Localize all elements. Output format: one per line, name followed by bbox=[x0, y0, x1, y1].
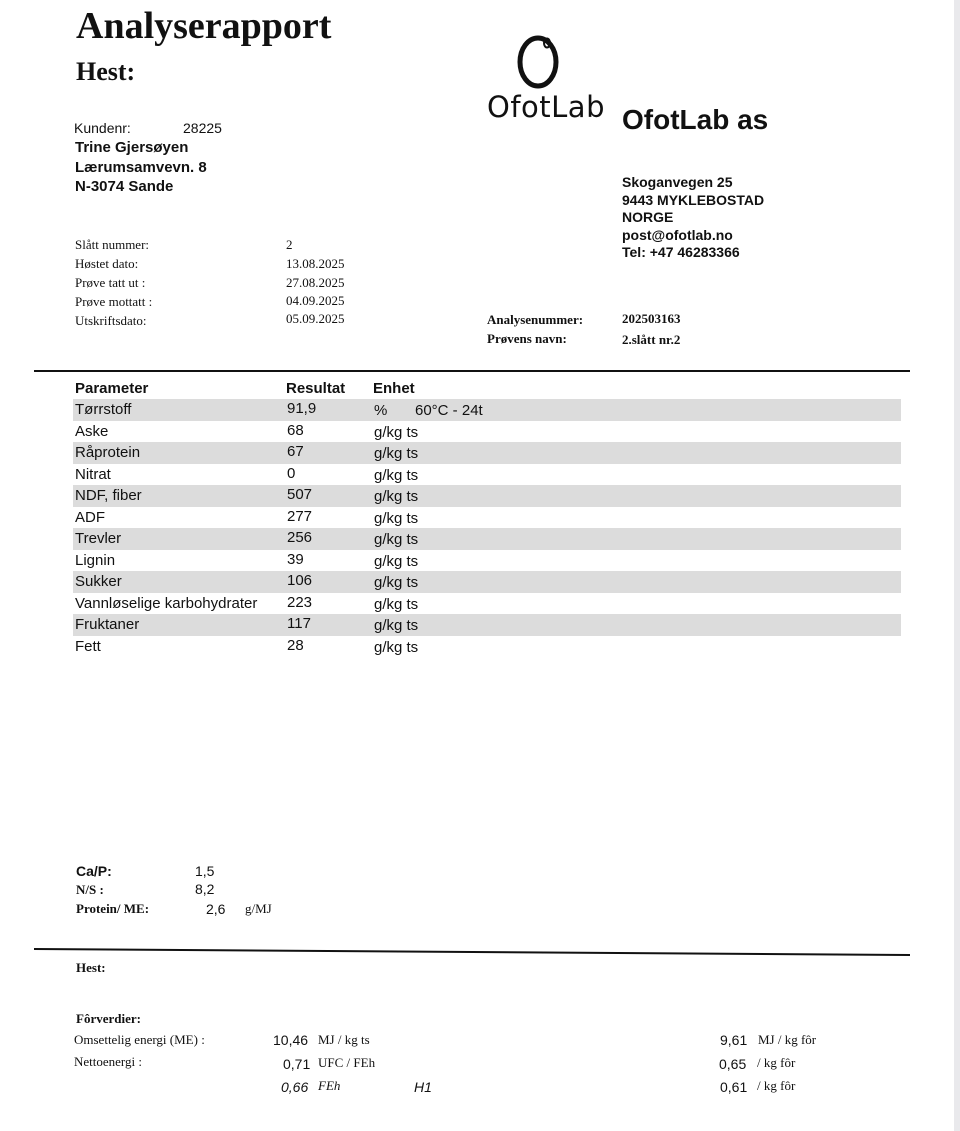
unit-cell: g/kg ts bbox=[374, 574, 419, 591]
divider bbox=[34, 370, 910, 372]
param-cell: Fruktaner bbox=[75, 616, 140, 633]
unit-cell: g/kg ts bbox=[374, 552, 419, 570]
unit-cell: g/kg ts bbox=[374, 466, 419, 484]
meta-value: 04.09.2025 bbox=[286, 293, 345, 308]
lab-city: 9443 MYKLEBOSTAD bbox=[622, 192, 765, 208]
param-cell: Lignin bbox=[75, 551, 116, 569]
header-result: Resultat bbox=[286, 380, 346, 397]
result-cell: 28 bbox=[287, 636, 304, 654]
customer-city: N-3074 Sande bbox=[75, 178, 174, 195]
customer-street: Lærumsamvevn. 8 bbox=[75, 159, 207, 176]
unit-cell: g/kg ts bbox=[374, 423, 419, 441]
unit-cell: g/kg ts bbox=[374, 617, 419, 634]
param-cell: Fett bbox=[75, 637, 101, 655]
protein-me-value: 2,6 bbox=[206, 901, 226, 917]
meta-label: Utskriftsdato: bbox=[75, 313, 147, 328]
table-row bbox=[73, 614, 901, 636]
analysis-number-label: Analysenummer: bbox=[487, 312, 584, 327]
me-ts-unit: MJ / kg ts bbox=[318, 1032, 370, 1047]
note-cell: 60°C - 24t bbox=[415, 402, 483, 419]
table-row bbox=[73, 464, 901, 486]
ofotlab-logo-icon bbox=[514, 26, 562, 96]
sample-name: 2.slått nr.2 bbox=[622, 332, 681, 347]
report-subtitle: Hest: bbox=[76, 57, 136, 86]
ufc-for-value: 0,65 bbox=[719, 1056, 747, 1072]
protein-me-unit: g/MJ bbox=[245, 901, 272, 916]
param-cell: Tørrstoff bbox=[75, 401, 132, 418]
param-cell: NDF, fiber bbox=[75, 487, 142, 504]
lab-street: Skoganvegen 25 bbox=[622, 174, 733, 190]
n-s-value: 8,2 bbox=[195, 881, 215, 897]
unit-cell: % bbox=[374, 402, 388, 419]
unit-cell: g/kg ts bbox=[374, 445, 419, 462]
meta-label: Prøve mottatt : bbox=[75, 294, 153, 309]
param-cell: Nitrat bbox=[75, 465, 111, 483]
table-row bbox=[73, 593, 901, 615]
unit-cell: g/kg ts bbox=[374, 509, 419, 527]
unit-cell: g/kg ts bbox=[374, 595, 419, 613]
table-row bbox=[73, 507, 901, 529]
ne-label: Nettoenergi : bbox=[74, 1054, 142, 1069]
param-cell: ADF bbox=[75, 508, 105, 526]
report-title: Analyserapport bbox=[76, 5, 332, 47]
result-cell: 106 bbox=[287, 572, 313, 589]
param-cell: Trevler bbox=[75, 530, 122, 547]
param-cell: Sukker bbox=[75, 573, 122, 590]
me-ts-value: 10,46 bbox=[273, 1032, 309, 1048]
param-cell: Råprotein bbox=[75, 444, 141, 461]
table-row bbox=[73, 421, 901, 443]
meta-value: 05.09.2025 bbox=[286, 311, 345, 326]
result-cell: 67 bbox=[287, 443, 304, 460]
table-row bbox=[73, 399, 901, 421]
result-cell: 223 bbox=[287, 593, 313, 611]
customer-id: 28225 bbox=[183, 120, 222, 136]
results-table bbox=[73, 399, 901, 657]
n-s-label: N/S : bbox=[76, 882, 104, 897]
viewer-edge bbox=[954, 0, 960, 1131]
ufc-value: 0,71 bbox=[283, 1056, 311, 1072]
me-label: Omsettelig energi (ME) : bbox=[74, 1032, 205, 1047]
header-unit: Enhet bbox=[373, 380, 415, 397]
param-cell: Vannløselige karbohydrater bbox=[75, 594, 258, 612]
meta-value: 13.08.2025 bbox=[286, 256, 345, 271]
header-parameter: Parameter bbox=[75, 380, 149, 397]
table-row bbox=[73, 571, 901, 593]
ca-p-label: Ca/P: bbox=[76, 863, 112, 879]
lab-name: OfotLab as bbox=[622, 104, 769, 135]
result-cell: 117 bbox=[287, 615, 311, 632]
ufc-for-unit: / kg fôr bbox=[757, 1055, 796, 1070]
analysis-number: 202503163 bbox=[622, 311, 681, 326]
feh-code: H1 bbox=[414, 1079, 432, 1095]
table-row bbox=[73, 442, 901, 464]
result-cell: 39 bbox=[287, 550, 304, 568]
feh-for-unit: / kg fôr bbox=[757, 1078, 796, 1093]
unit-cell: g/kg ts bbox=[374, 531, 419, 548]
unit-cell: g/kg ts bbox=[374, 488, 419, 505]
result-cell: 0 bbox=[287, 464, 296, 482]
feh-value: 0,66 bbox=[281, 1079, 309, 1095]
ufc-unit: UFC / FEh bbox=[318, 1055, 376, 1070]
feed-section-label: Hest: bbox=[76, 960, 106, 975]
sample-name-label: Prøvens navn: bbox=[487, 331, 567, 346]
lab-country: NORGE bbox=[622, 209, 674, 225]
meta-label: Slått nummer: bbox=[75, 237, 150, 252]
table-row bbox=[73, 550, 901, 572]
feh-for-value: 0,61 bbox=[720, 1079, 748, 1095]
feed-values-title: Fôrverdier: bbox=[76, 1011, 141, 1026]
meta-value: 2 bbox=[286, 237, 293, 252]
meta-value: 27.08.2025 bbox=[286, 275, 345, 290]
customer-id-label: Kundenr: bbox=[74, 120, 131, 136]
customer-name: Trine Gjersøyen bbox=[75, 139, 189, 156]
me-for-unit: MJ / kg fôr bbox=[758, 1032, 817, 1047]
ca-p-value: 1,5 bbox=[195, 863, 215, 879]
protein-me-label: Protein/ ME: bbox=[76, 901, 150, 916]
result-cell: 256 bbox=[287, 529, 313, 546]
table-row bbox=[73, 636, 901, 658]
me-for-value: 9,61 bbox=[720, 1032, 748, 1048]
table-row bbox=[73, 528, 901, 550]
param-cell: Aske bbox=[75, 422, 109, 440]
result-cell: 68 bbox=[287, 421, 304, 439]
result-cell: 507 bbox=[287, 486, 313, 503]
lab-email: post@ofotlab.no bbox=[622, 227, 733, 243]
table-row bbox=[73, 485, 901, 507]
divider-bottom bbox=[34, 946, 912, 960]
result-cell: 91,9 bbox=[287, 400, 317, 417]
lab-phone: Tel: +47 46283366 bbox=[622, 244, 740, 260]
result-cell: 277 bbox=[287, 507, 313, 525]
unit-cell: g/kg ts bbox=[374, 638, 419, 656]
meta-label: Høstet dato: bbox=[75, 256, 139, 271]
meta-label: Prøve tatt ut : bbox=[75, 275, 146, 290]
feh-unit: FEh bbox=[318, 1078, 341, 1093]
table-header bbox=[75, 380, 901, 399]
logo-text: OfotLab bbox=[487, 90, 605, 124]
